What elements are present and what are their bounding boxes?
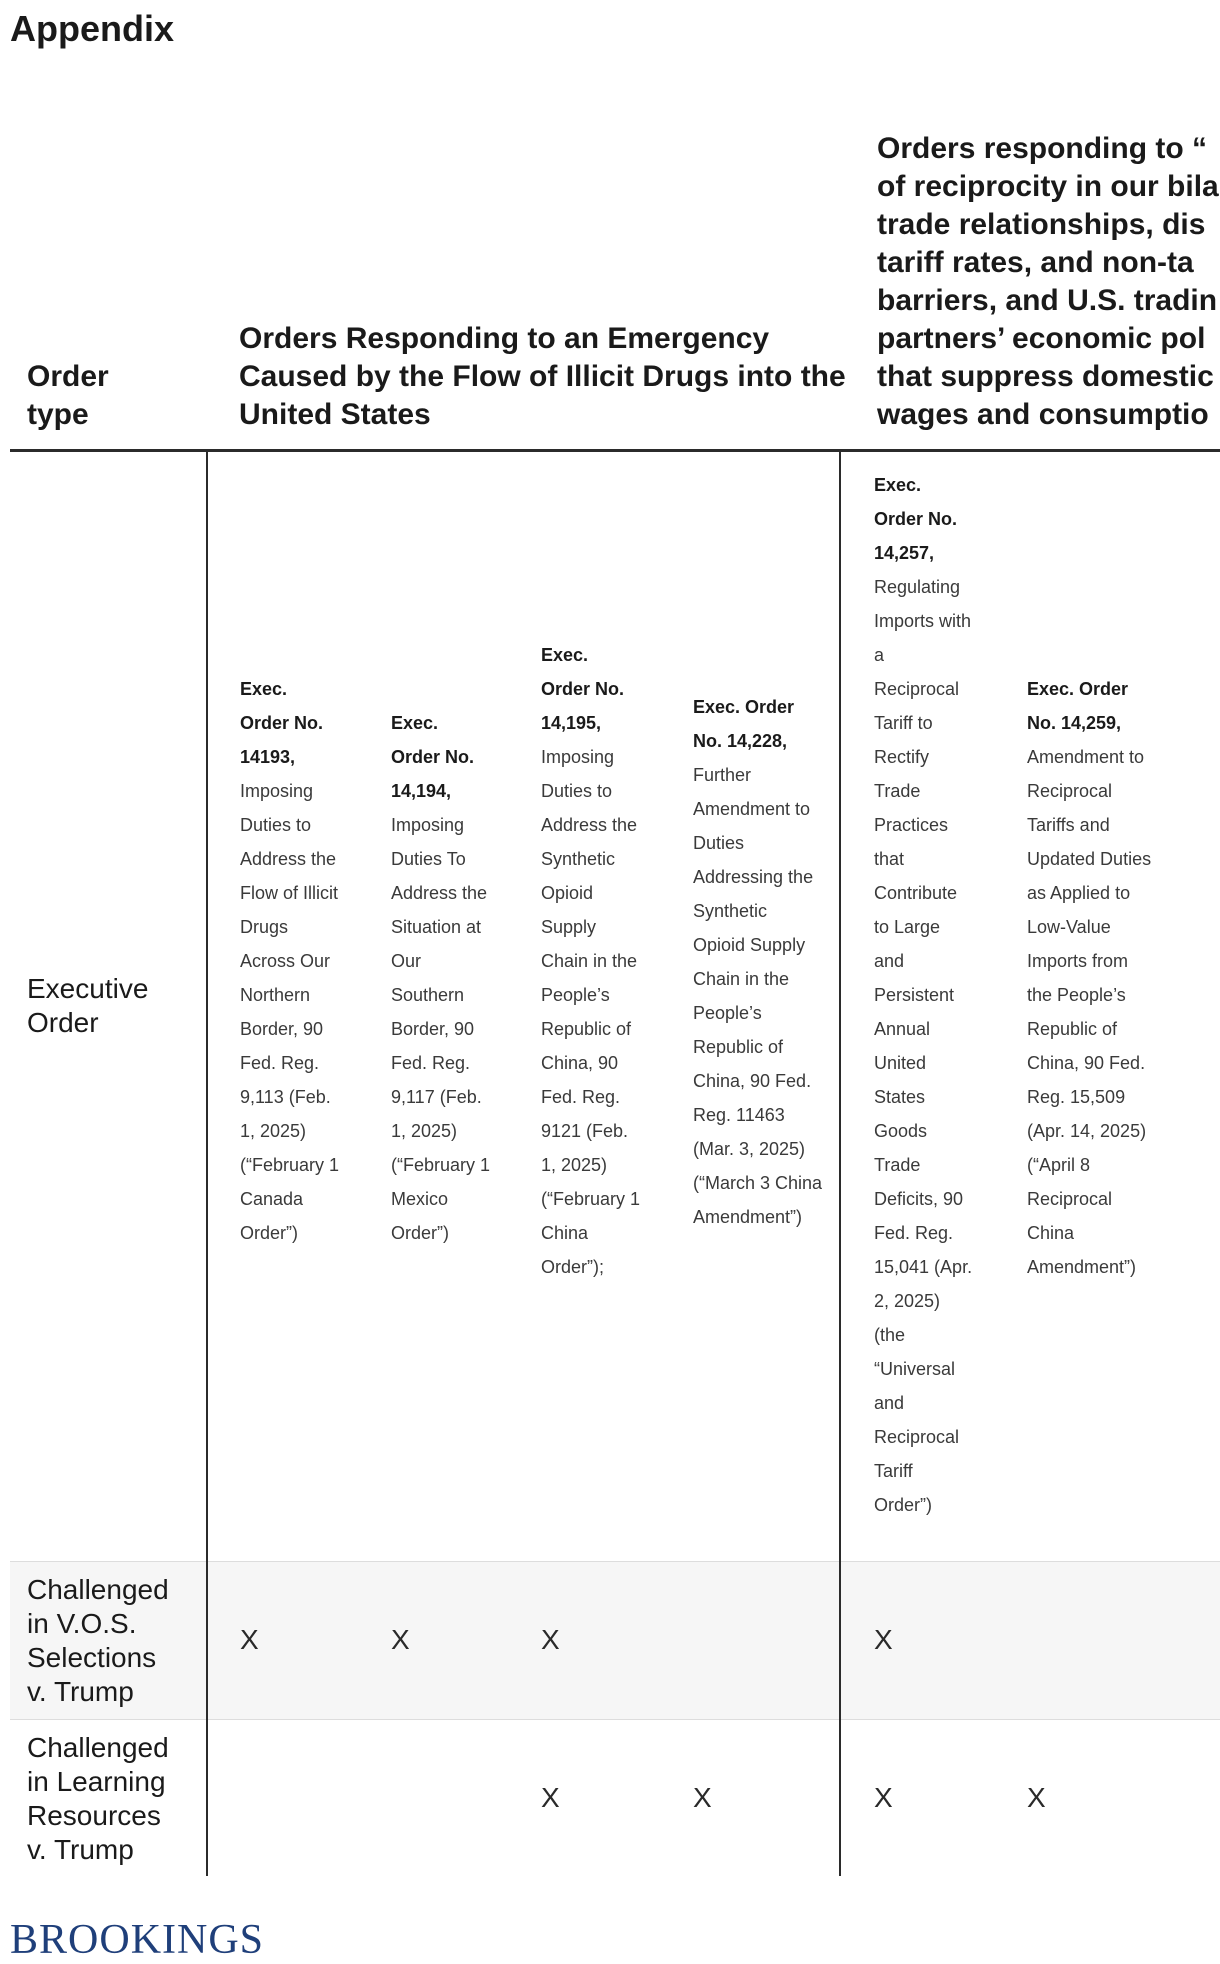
header-rule: [10, 449, 1220, 452]
vos-mark: X: [541, 1624, 560, 1655]
order-description: Imposing Duties to Address the Flow of Illicit Drugs Across Our Northern Border, 90 Fed. Reg. 9,113 (Feb. 1, 2025) (“February 1 Canada Order”): [240, 781, 340, 1243]
page-title: Appendix: [10, 8, 175, 49]
order-description: Amendment to Reciprocal Tariffs and Updated Duties as Applied to Low-Value Imports from the People’s Republic of China, 90 Fed. Reg. 15,509 (Apr. 14, 2025) (“April 8 Reciprocal China Amendment”): [1027, 747, 1152, 1277]
vos-row-background: [10, 1562, 1220, 1719]
learning-mark: X: [693, 1782, 712, 1813]
row-label-learning: Challenged in Learning Resources v. Trump: [27, 1732, 169, 1865]
order-description: Imposing Duties to Address the Synthetic Opioid Supply Chain in the People’s Republic of China, 90 Fed. Reg. 9121 (Feb. 1, 2025) (“February 1 China Order”);: [541, 747, 641, 1277]
vos-mark: X: [874, 1624, 893, 1655]
order-number: Exec. Order No. 14,228,: [693, 697, 795, 751]
order-description: Imposing Duties To Address the Situation at Our Southern Border, 90 Fed. Reg. 9,117 (Feb. 1, 2025) (“February 1 Mexico Order”): [391, 815, 491, 1243]
order-cell: [240, 672, 340, 1250]
order-type-header: Order type: [27, 360, 109, 431]
learning-mark: X: [874, 1782, 893, 1813]
order-number: Exec. Order No. 14,259,: [1027, 679, 1129, 733]
vos-mark: X: [240, 1624, 259, 1655]
order-number: Exec. Order No. 14,195,: [541, 645, 625, 733]
order-number: Exec. Order No. 14,257,: [874, 475, 958, 563]
brookings-logo: BROOKINGS: [10, 1917, 265, 1963]
learning-mark: X: [1027, 1782, 1046, 1813]
order-cell: [1027, 672, 1157, 1284]
order-number: Exec. Order No. 14,194,: [391, 713, 475, 801]
order-cell: [541, 638, 641, 1284]
order-description: Further Amendment to Duties Addressing the Synthetic Opioid Supply Chain in the People’s Republic of China, 90 Fed. Reg. 11463 (Mar. 3, 2025) (“March 3 China Amendment”): [693, 765, 823, 1227]
column-divider: [839, 452, 841, 1876]
group-header-illicit-drugs: Orders Responding to an Emergency Caused by the Flow of Illicit Drugs into the United States: [239, 322, 846, 431]
order-cell: [391, 706, 491, 1250]
group-header-reciprocity: Orders responding to “ of reciprocity in our bila trade relationships, dis tariff rates, and non-ta barriers, and U.S. tradin partners’ economic pol that suppress domestic wages and consumptio: [877, 132, 1219, 431]
vos-mark: X: [391, 1624, 410, 1655]
column-divider: [206, 452, 208, 1876]
order-cell: [874, 468, 974, 1522]
order-description: Regulating Imports with a Reciprocal Tariff to Rectify Trade Practices that Contribute to Large and Persistent Annual United States Goods Trade Deficits, 90 Fed. Reg. 15,041 (Apr. 2, 2025) (the “Universal and Reciprocal Tariff Order”): [874, 577, 973, 1515]
order-cell: [693, 690, 823, 1234]
row-label-vos: Challenged in V.O.S. Selections v. Trump: [27, 1574, 169, 1707]
row-divider: [10, 1561, 1220, 1562]
row-divider: [10, 1719, 1220, 1720]
learning-mark: X: [541, 1782, 560, 1813]
row-label-executive-order: Executive Order: [27, 973, 149, 1038]
order-number: Exec. Order No. 14193,: [240, 679, 324, 767]
